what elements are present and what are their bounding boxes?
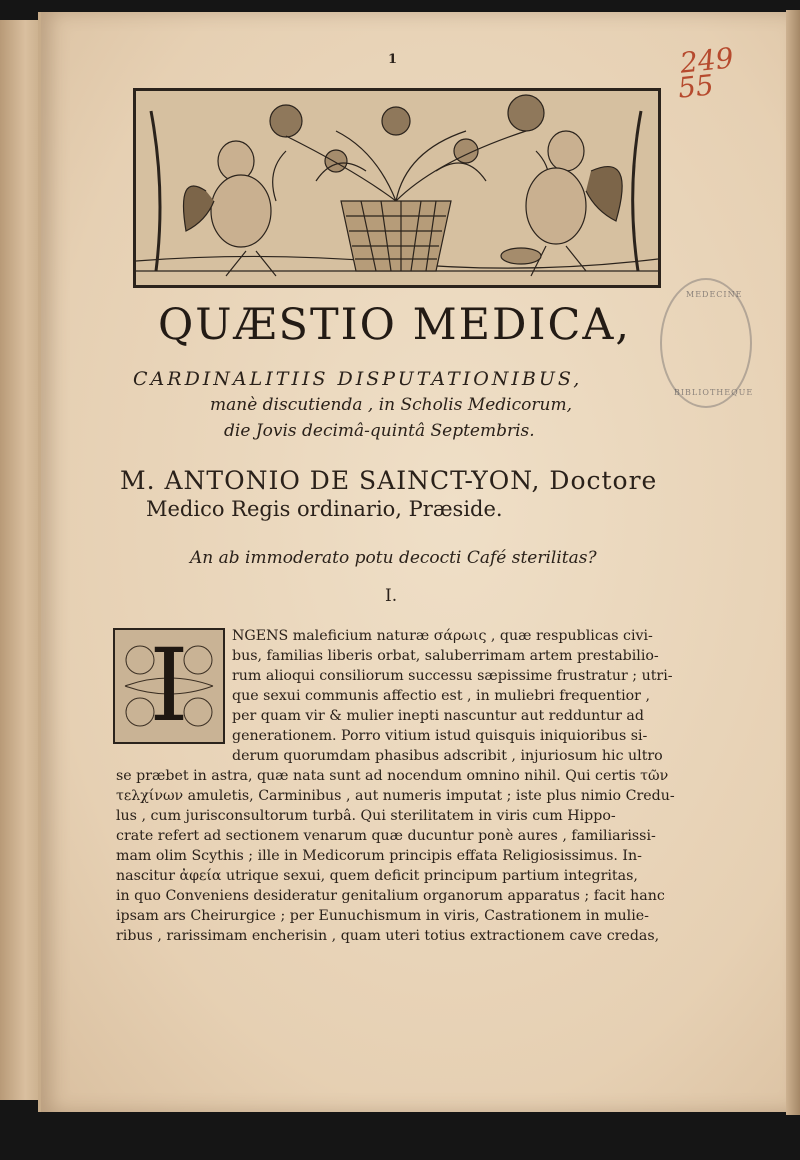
body-line: mam olim Scythis ; ille in Medicorum principis effata Religiosissimus. In- (116, 848, 642, 864)
subtitle-date: die Jovis decimâ-quintâ Septembris. (224, 421, 535, 441)
body-line: per quam vir & mulier inepti nascuntur aut redduntur ad (232, 708, 644, 724)
body-line: ribus , rarissimam encherisin , quam uteri totius extractionem cave credas, (116, 928, 660, 944)
subtitle-disputation: CARDINALITIIS DISPUTATIONIBUS, (133, 368, 583, 390)
body-line: τελχίνων amuletis, Carminibus , aut numeris imputat ; iste plus nimio Credu- (116, 788, 675, 804)
body-line: in quo Conveniens desideratur genitalium organorum apparatus ; facit hanc (116, 888, 665, 904)
headpiece-illustration (136, 91, 658, 285)
body-line: NGENS maleficium naturæ σάρωις , quæ respublicas civi- (232, 628, 653, 644)
praeses-name: M. ANTONIO DE SAINCT-YON, Doctore (120, 466, 658, 495)
body-line: generationem. Porro vitium istud quisquis iniquioribus si- (232, 728, 648, 744)
handwritten-folio: 249 (678, 41, 736, 80)
praeses-role: Medico Regis ordinario, Præside. (146, 497, 503, 521)
page-folio: 1 (388, 52, 398, 67)
page-title: QUÆSTIO MEDICA, (158, 300, 632, 350)
subtitle-schools: manè discutienda , in Scholis Medicorum, (210, 395, 572, 415)
stamp-text-bottom: BIBLIOTHEQUE (674, 388, 754, 397)
initial-letter: I (149, 627, 189, 744)
body-line: nascitur ἀφεία utrique sexui, quem deficit principum partium integritas, (116, 868, 638, 884)
body-line: lus , cum jurisconsultorum turbâ. Qui sterilitatem in viris cum Hippo- (116, 808, 616, 824)
handwritten-number: 55 (676, 68, 716, 105)
body-line: ipsam ars Cheirurgice ; per Eunuchismum in viris, Castrationem in mulie- (116, 908, 649, 924)
right-page-edge (786, 10, 800, 1115)
body-line: rum alioqui consiliorum successu sæpissime frustratur ; utri- (232, 668, 673, 684)
thesis-question: An ab immoderato potu decocti Café sterilitas? (190, 548, 597, 568)
decorated-initial (113, 628, 225, 744)
body-line: que sexui communis affectio est , in muliebri frequentior , (232, 688, 650, 704)
body-line: derum quorumdam phasibus adscribit , injuriosum hic ultro (232, 748, 663, 764)
library-stamp (660, 278, 752, 408)
body-line: crate refert ad sectionem venarum quæ ducuntur ponè aures , familiarissi- (116, 828, 656, 844)
stamp-text-top: MEDECINE (686, 290, 743, 299)
section-number: I. (385, 586, 398, 606)
left-page-edge (0, 20, 42, 1100)
body-line: se præbet in astra, quæ nata sunt ad nocendum omnino nihil. Qui certis τῶν (116, 768, 669, 784)
body-line: bus, familias liberis orbat, saluberrimam artem prestabilio- (232, 648, 659, 664)
engraved-headpiece (133, 88, 661, 288)
